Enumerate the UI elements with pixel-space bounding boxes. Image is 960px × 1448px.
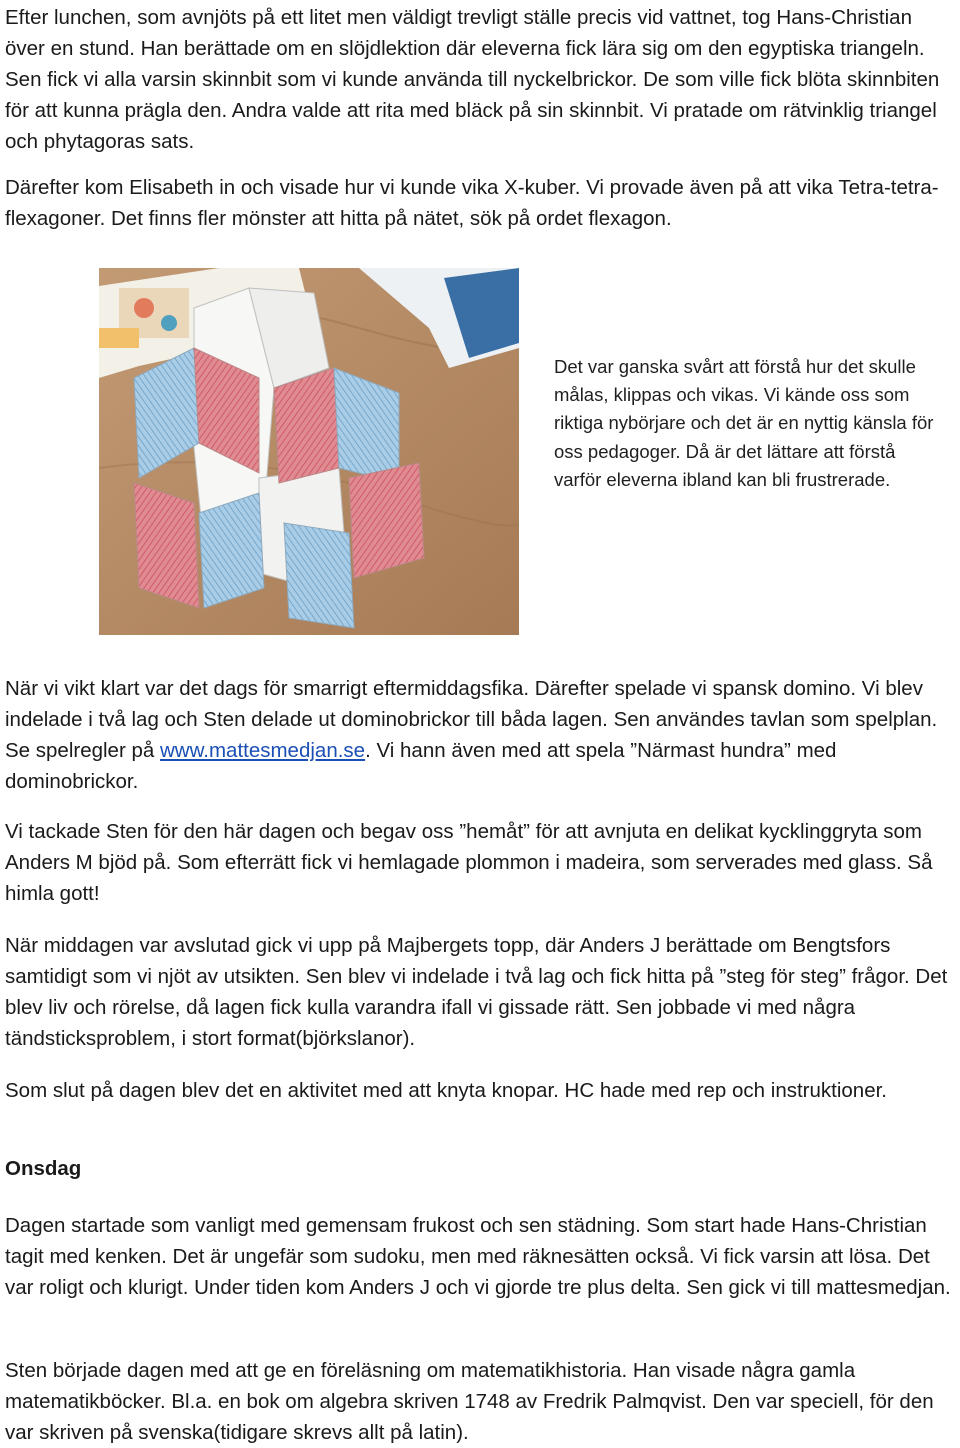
paragraph-kenken: Dagen startade som vanligt med gemensam frukost och sen städning. Som start hade Hans-Christian tagit med kenken. Det är ungefär som sudoku, men med räknesätten också. Vi fick varsin att lösa. Det var roligt och klurigt. Under tiden kom Anders J och vi gjorde tre plus delta. Sen gick vi till mattesmedjan. [5,1214,951,1299]
flexagon-photo [99,268,519,635]
paragraph-domino [5,673,955,797]
paragraph-knots: Som slut på dagen blev det en aktivitet med att knyta knopar. HC hade med rep och instruktioner. [5,1079,888,1102]
heading-onsdag: Onsdag [5,1157,82,1180]
paragraph-dinner: Vi tackade Sten för den här dagen och begav oss ”hemåt” för att avnjuta en delikat kycklinggryta som Anders M bjöd på. Som efterrätt fick vi hemlagade plommon i madeira, som serverades med glass. Så himla gott! [5,820,933,905]
domino-text-after: . Vi hann även med att spela ”Närmast hundra” med dominobrickor. [5,739,837,793]
photo-caption: Det var ganska svårt att förstå hur det skulle målas, klippas och vikas. Vi kände oss som riktiga nybörjare och det är en nyttig känsla för oss pedagoger. Då är det lättare att förstå varför eleverna ibland kan bli frustrerade. [554,356,934,490]
paragraph-math-history: Sten började dagen med att ge en föreläsning om matematikhistoria. Han visade några gamla matematikböcker. Bl.a. en bok om algebra skriven 1748 av Fredrik Palmqvist. Den var speciell, för den var skriven på svenska(tidigare skrevs allt på latin). [5,1359,934,1444]
paragraph-lunch-leather: Efter lunchen, som avnjöts på ett litet men väldigt trevligt ställe precis vid vattnet, tog Hans-Christian över en stund. Han berättade om en slöjdlektion där eleverna fick lära sig om den egyptiska triangeln. Sen fick vi alla varsin skinnbit som vi kunde använda till nyckelbrickor. De som ville fick blöta skinnbiten för att kunna prägla den. Andra valde att rita med bläck på sin skinnbit. Vi pratade om rätvinklig triangel och phytagoras sats. [5,6,940,153]
mattesmedjan-link[interactable]: www.mattesmedjan.se [159,739,366,762]
paragraph-majberget: När middagen var avslutad gick vi upp på Majbergets topp, där Anders J berättade om Bengtsfors samtidigt som vi njöt av utsikten. Sen blev vi indelade i två lag och fick hitta på ”steg för steg” frågor. Det blev liv och rörelse, då lagen fick kulla varandra ifall vi gissade rätt. Sen jobbade vi med några tändsticksproblem, i stort format(björkslanor). [5,934,948,1050]
domino-text-before: När vi vikt klart var det dags för smarrigt eftermiddagsfika. Därefter spelade vi spansk domino. Vi blev indelade i två lag och Sten delade ut dominobrickor till båda lagen. Sen användes tavlan som spelplan. Se spelregler på [5,677,938,762]
paragraph-x-cubes: Därefter kom Elisabeth in och visade hur vi kunde vika X-kuber. Vi provade även på att vika Tetra-tetra-flexagoner. Det finns fler mönster att hitta på nätet, sök på ordet flexagon. [5,176,939,230]
